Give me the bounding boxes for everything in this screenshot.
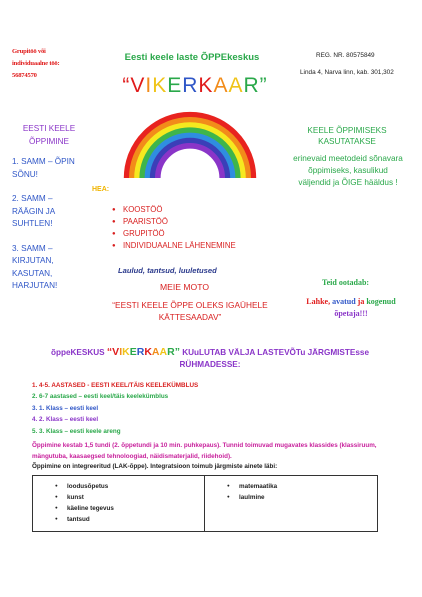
rainbow-icon [120,108,260,180]
logo-letter: E [129,346,137,358]
groups-heading-suffix: KUuLUTAB VÄLJA LASTEVÕTu JÄRGMISTEsse [179,348,370,357]
logo-letter: K [122,346,130,358]
logo-letter: R [243,74,260,97]
logo-letter: E [167,74,183,97]
logo-letter: V [130,74,146,97]
logo-letter: R [136,346,145,358]
subject-item: ● käeline tegevus [55,503,204,514]
group-item: 4. 2. Klass – eesti keel [32,416,99,424]
hea-label: HEA: [92,186,110,193]
groups-heading [40,346,380,371]
center-title: Eesti keele laste ÕPPEkeskus [124,52,260,63]
step-3: 3. SAMM – KIRJUTAN, KASUTAN, HARJUTAN! [12,243,58,290]
right-text: erinevaid meetodeid sõnavara õppimiseks, kasulikud väljendid ja ÕIGE hääldus ! [293,154,403,187]
subject-item: ● matemaatika [227,481,377,492]
teacher-text [292,296,410,320]
registration-number: REG. NR. 80575849 [316,52,375,59]
teacher-text-part: Lahke, [306,297,333,306]
method-item: ● GRUPITÖÖ [112,228,236,240]
subjects-right [205,476,377,531]
method-item: ● PAARISTÖÖ [112,216,236,228]
teacher-text-part: õpetaja!!! [334,309,368,318]
subjects-table [32,475,378,532]
logo-letter: A [228,74,244,97]
group-item: 1. 4-5. AASTASED - EESTI KEEL/TÄIS KEELEKÜMBLUS [32,382,199,389]
methods-list [112,204,236,252]
right-heading: KEELE ÕPPIMISEKS KASUTATAKSE [307,126,387,146]
subjects-left [33,476,205,531]
logo-letter: I [119,346,123,358]
subject-item: ● tantsud [55,514,204,525]
address: Linda 4, Narva linn, kab. 301,302 [300,69,394,76]
logo-letter: R [167,346,175,358]
logo-letter: A [159,346,168,358]
method-item: ● KOOSTÖÖ [112,204,236,216]
motto-heading: MEIE MOTO [160,282,210,292]
logo-letter: K [152,74,168,97]
integration-line: Õppimine on integreeritud (LAK-õppe). Integratsioon toimub järgmiste ainete läbi: [32,463,278,470]
logo-letter: ” [259,74,268,97]
groups-list [32,380,198,437]
contact-phone: 56874570 [12,72,37,79]
logo-letter: A [151,346,160,358]
left-column [12,123,86,305]
teacher-text-part: avatud [332,297,356,306]
teacher-text-part: ja [355,297,367,306]
teacher-heading: Teid ootadab: [322,278,370,287]
logo-letter: V [112,346,120,358]
teacher-text-part: kogenud [366,297,396,306]
subject-item: ● loodusõpetus [55,481,204,492]
contact-line: individuaalne töö: [12,60,60,67]
groups-heading-line2: RÜHMADESSE: [179,360,241,369]
step-1: 1. SAMM – ÕPIN SÕNU! [12,157,75,179]
method-item: ● INDIVIDUAALNE LÄHENEMINE [112,240,236,252]
logo-letter: A [213,74,229,97]
logo-letter: I [145,74,153,97]
logo-letter: “ [106,346,113,358]
motto-text: “EESTI KEELE ÕPPE OLEKS IGAÜHELE KÄTTESAADAV” [112,300,268,322]
groups-heading-logo [107,346,180,358]
contact-block [12,46,84,82]
group-item: 3. 1. Klass – eesti keel [32,404,99,412]
contact-line: Grupitöö või [12,48,46,55]
logo-letter: K [198,74,214,97]
logo-letter: “ [122,74,131,97]
step-2: 2. SAMM – RÄÄGIN JA SUHTLEN! [12,194,55,228]
group-item: 2. 6-7 aastased – eesti keel/täis keelekümblus [32,393,169,401]
subject-item: ● kunst [55,492,204,503]
songs-line: Laulud, tantsud, luuletused [118,266,217,275]
left-heading: EESTI KEELE ÕPPIMINE [22,124,76,146]
logo-letter: R [182,74,199,97]
logo-letter: ” [174,346,180,358]
subject-item: ● laulmine [227,492,377,503]
group-item: 5. 3. Klass – eesti keele areng [32,427,121,435]
lesson-info: Õppimine kestab 1,5 tundi (2. õppetundi ja 10 min. puhkepaus). Tunnid toimuvad mugavates klassides (klassiruum, mängutuba, kaasaegsed tehnoloogiad, näidismaterjalid, riidehoid). [32,442,377,461]
logo-letter: K [144,346,152,358]
vikerkaar-logo [80,74,310,98]
groups-heading-prefix: õppeKESKUS [50,348,107,357]
